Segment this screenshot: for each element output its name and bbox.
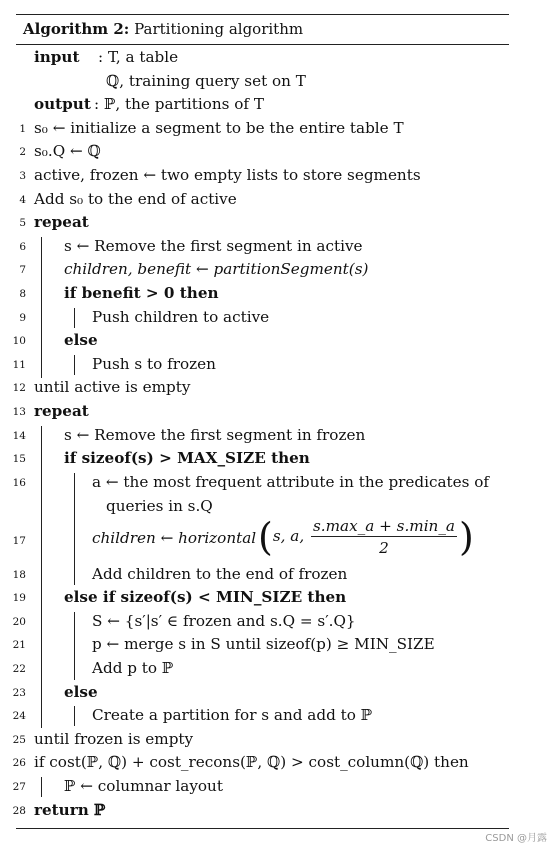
line-number: 2 <box>19 146 26 159</box>
line-number: 10 <box>12 335 26 348</box>
line-number: 6 <box>19 240 26 253</box>
line-text: until frozen is empty <box>34 729 194 748</box>
line-number: 25 <box>12 733 26 746</box>
line-text: until active is empty <box>34 378 191 397</box>
line-number: 5 <box>19 217 26 230</box>
line-text: if cost(ℙ, ℚ) + cost_recons(ℙ, ℚ) > cost_column(ℚ) then <box>34 753 469 772</box>
line-number: 7 <box>19 264 26 277</box>
fraction-denominator: 2 <box>379 538 389 557</box>
algo-line <box>16 258 509 282</box>
line-text: Add p to ℙ <box>92 659 174 678</box>
algo-line <box>12 775 509 799</box>
line-number: 8 <box>19 287 26 300</box>
output-row <box>16 93 509 117</box>
algo-line <box>16 140 509 164</box>
line-text: s₀.Q ← ℚ <box>34 142 101 161</box>
algo-line <box>12 657 509 681</box>
bottom-rule <box>16 828 509 829</box>
line-text: Create a partition for s and add to ℙ <box>92 706 373 725</box>
indent-bar <box>74 355 75 375</box>
line-text: S ← {s′|s′ ∈ frozen and s.Q = s′.Q} <box>92 611 356 630</box>
line-text: active, frozen ← two empty lists to store segments <box>34 165 421 184</box>
line-text: Add s₀ to the end of active <box>34 189 237 208</box>
input-keyword: input <box>34 48 80 66</box>
indent-bar <box>74 706 75 726</box>
algorithm-title <box>16 15 509 44</box>
line-number: 17 <box>12 534 26 547</box>
line-text: a ← the most frequent attribute in the predicates of <box>92 472 490 491</box>
algo-line <box>12 586 509 610</box>
line-text: children, benefit ← partitionSegment(s) <box>64 260 369 279</box>
output-line: : ℙ, the partitions of T <box>94 95 264 114</box>
line-number: 26 <box>12 757 26 770</box>
line-number: 22 <box>12 663 26 676</box>
line-number: 15 <box>12 453 26 466</box>
line-number: 19 <box>12 592 26 605</box>
fraction-numerator: s.max_a + s.min_a <box>313 516 455 535</box>
fraction <box>311 517 457 557</box>
line-number: 20 <box>12 615 26 628</box>
line-text: if sizeof(s) > MAX_SIZE then <box>64 449 310 468</box>
line-text: Add children to the end of frozen <box>92 564 348 583</box>
line-text: s ← Remove the first segment in frozen <box>64 425 366 444</box>
line-number: 3 <box>19 169 26 182</box>
algo-line <box>12 447 509 471</box>
algorithm-name: Partitioning algorithm <box>134 20 304 38</box>
line-text: if benefit > 0 then <box>64 283 219 302</box>
algo-line <box>12 376 509 400</box>
algo-line <box>12 633 509 657</box>
line-number: 24 <box>12 710 26 723</box>
algo-line <box>16 211 509 235</box>
algo-line-continuation <box>16 495 509 517</box>
line-number: 18 <box>12 568 26 581</box>
line-text: ℙ ← columnar layout <box>64 777 223 796</box>
input-row-2 <box>16 70 509 94</box>
algo-line <box>12 563 509 587</box>
line-text: else <box>64 331 98 350</box>
horizontal-args <box>258 514 474 559</box>
algo-line <box>16 164 509 188</box>
args-s-a: s, a, <box>272 526 309 545</box>
output-keyword: output <box>34 95 91 114</box>
algo-line <box>12 424 509 448</box>
algo-line <box>12 751 509 775</box>
line-text: Push children to active <box>92 307 270 326</box>
line-number: 9 <box>19 311 26 324</box>
watermark: CSDN @月露 <box>485 833 547 844</box>
right-paren: ) <box>458 514 474 559</box>
line-text-continuation: queries in s.Q <box>106 496 213 515</box>
algo-line <box>12 353 509 377</box>
input-line-2: ℚ, training query set on T <box>106 71 306 90</box>
line-number: 16 <box>12 476 26 489</box>
algo-line <box>12 514 509 563</box>
input-line-1: : T, a table <box>98 48 179 66</box>
algo-line <box>12 704 509 728</box>
algo-line <box>12 610 509 634</box>
line-text: children ← horizontal <box>92 528 257 547</box>
line-text: else <box>64 682 98 701</box>
algo-line <box>16 235 509 259</box>
line-text: return ℙ <box>34 800 106 819</box>
algo-line <box>12 471 509 495</box>
algo-line <box>12 728 509 752</box>
algo-line <box>16 188 509 212</box>
algorithm-body <box>12 45 509 822</box>
line-number: 11 <box>12 358 26 371</box>
line-text: repeat <box>34 213 89 232</box>
line-number: 23 <box>12 686 26 699</box>
algo-line <box>12 400 509 424</box>
input-row <box>16 46 509 70</box>
algo-line <box>12 799 509 823</box>
line-text: else if sizeof(s) < MIN_SIZE then <box>64 588 347 607</box>
line-text: repeat <box>34 401 89 420</box>
line-text: Push s to frozen <box>92 354 216 373</box>
algorithm-box <box>12 14 509 829</box>
left-paren: ( <box>258 514 273 559</box>
line-number: 12 <box>12 382 26 395</box>
line-number: 13 <box>12 405 26 418</box>
line-text: s₀ ← initialize a segment to be the entire table T <box>34 118 404 137</box>
algo-line <box>16 117 509 141</box>
line-number: 27 <box>12 781 26 794</box>
line-number: 21 <box>12 639 26 652</box>
algo-line <box>12 681 509 705</box>
algo-line <box>16 282 509 306</box>
line-number: 28 <box>12 804 26 817</box>
line-text: p ← merge s in S until sizeof(p) ≥ MIN_SIZE <box>92 635 435 654</box>
line-number: 14 <box>12 429 26 442</box>
indent-bar <box>74 308 75 328</box>
line-number: 1 <box>19 122 26 135</box>
line-number: 4 <box>19 193 26 206</box>
line-text: s ← Remove the first segment in active <box>64 236 363 255</box>
indent-bar <box>41 777 42 797</box>
algo-line <box>16 306 509 330</box>
algorithm-label: Algorithm 2: <box>23 20 130 38</box>
algo-line <box>12 329 509 353</box>
